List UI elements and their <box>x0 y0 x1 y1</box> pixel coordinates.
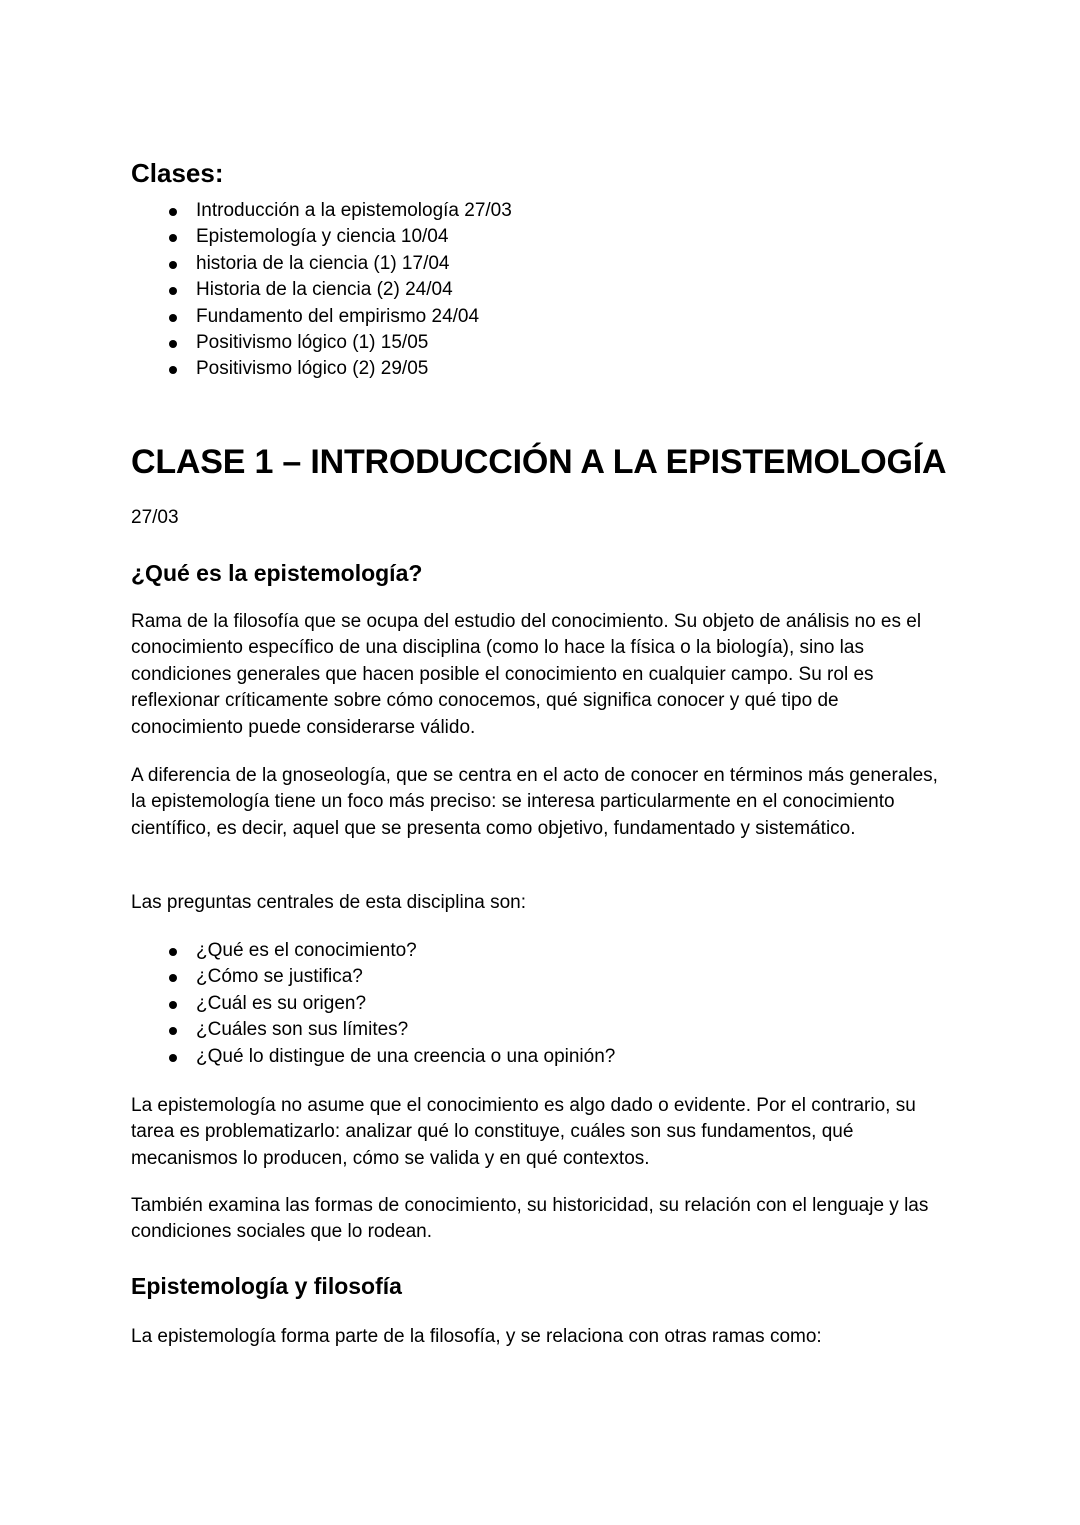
paragraph: La epistemología no asume que el conocimiento es algo dado o evidente. Por el contrario, su tarea es problematizarlo: analizar qué lo constituye, cuáles son sus fundamentos, qué mecanismos lo producen, cómo se valida y en qué contextos. <box>131 1095 916 1169</box>
paragraph: También examina las formas de conocimiento, su historicidad, su relación con el lenguaje y las condiciones sociales que lo rodean. <box>131 1195 929 1243</box>
list-item: ¿Cómo se justifica? <box>131 964 951 990</box>
section-heading: Epistemología y filosofía <box>131 1273 402 1299</box>
list-item: ¿Cuál es su origen? <box>131 991 951 1017</box>
list-item: Positivismo lógico (1) 15/05 <box>131 330 951 356</box>
class-date: 27/03 <box>131 507 179 528</box>
paragraph: Las preguntas centrales de esta disciplina son: <box>131 892 527 913</box>
list-item: Epistemología y ciencia 10/04 <box>131 224 951 250</box>
list-item: Historia de la ciencia (2) 24/04 <box>131 277 951 303</box>
list-item: ¿Qué es el conocimiento? <box>131 938 951 964</box>
classes-heading: Clases: <box>131 158 224 188</box>
list-item: Introducción a la epistemología 27/03 <box>131 198 951 224</box>
page-title: CLASE 1 – INTRODUCCIÓN A LA EPISTEMOLOGÍA <box>131 443 947 481</box>
list-item: historia de la ciencia (1) 17/04 <box>131 251 951 277</box>
paragraph: A diferencia de la gnoseología, que se centra en el acto de conocer en términos más generales, la epistemología tiene un foco más preciso: se interesa particularmente en el conocimiento científico, es decir, aquel que se presenta como objetivo, fundamentado y sistemático. <box>131 765 938 839</box>
list-item: Positivismo lógico (2) 29/05 <box>131 356 951 382</box>
list-item: ¿Qué lo distingue de una creencia o una opinión? <box>131 1044 951 1070</box>
list-item: Fundamento del empirismo 24/04 <box>131 304 951 330</box>
section-heading: ¿Qué es la epistemología? <box>131 560 423 586</box>
list-item: ¿Cuáles son sus límites? <box>131 1017 951 1043</box>
paragraph: La epistemología forma parte de la filosofía, y se relaciona con otras ramas como: <box>131 1326 822 1347</box>
questions-list <box>131 938 951 1070</box>
classes-list <box>131 198 951 383</box>
paragraph: Rama de la filosofía que se ocupa del estudio del conocimiento. Su objeto de análisis no es el conocimiento específico de una disciplina (como lo hace la física o la biología), sino las condiciones generales que hacen posible el conocimiento en cualquier campo. Su rol es reflexionar críticamente sobre cómo conocemos, qué significa conocer y qué tipo de conocimiento puede considerarse válido. <box>131 611 922 738</box>
